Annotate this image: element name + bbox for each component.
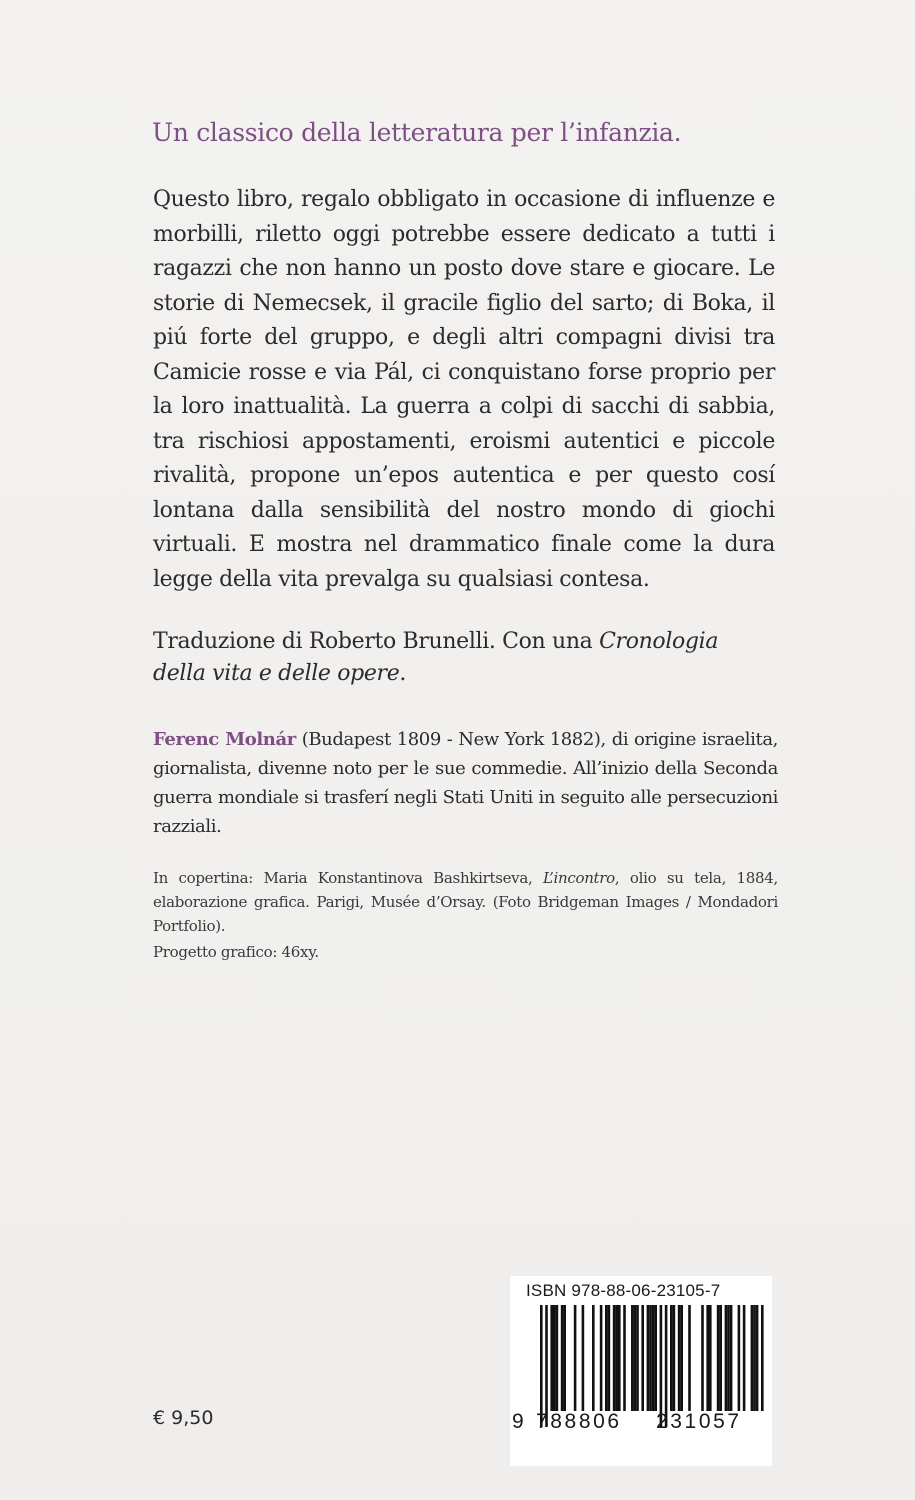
translation-end: .: [399, 661, 407, 686]
credits-prefix: In copertina: Maria Konstantinova Bashkirtseva,: [153, 869, 543, 887]
barcode-bar: [670, 1305, 673, 1411]
barcode-digit-first: 9: [512, 1410, 527, 1433]
barcode-bar: [756, 1305, 759, 1411]
barcode-bar: [730, 1305, 733, 1411]
barcode-bar: [673, 1305, 676, 1411]
barcode-bar: [665, 1305, 668, 1427]
barcode-bar: [647, 1305, 650, 1411]
barcode-bar: [725, 1305, 728, 1411]
author-name: Ferenc Molnár: [153, 729, 296, 750]
credits-artwork-title: L’incontro: [542, 869, 615, 887]
barcode-bar: [582, 1305, 585, 1411]
barcode-bar: [556, 1305, 559, 1411]
author-bio: [153, 725, 778, 841]
barcode-bar: [727, 1305, 730, 1411]
barcode-bar: [553, 1305, 556, 1411]
barcode-bar: [592, 1305, 595, 1411]
barcode-bar: [743, 1305, 746, 1411]
barcode-bar: [540, 1305, 543, 1427]
barcode-bar: [613, 1305, 616, 1411]
barcode-bar: [618, 1305, 621, 1411]
barcode-bar: [652, 1305, 655, 1411]
barcode-bar: [634, 1305, 637, 1411]
barcode-bar: [623, 1305, 626, 1411]
barcode-bar: [680, 1305, 683, 1411]
cover-credits: [153, 866, 778, 938]
barcode-bar: [709, 1305, 712, 1411]
barcode-bar: [654, 1305, 657, 1411]
barcode-bar: [688, 1305, 691, 1411]
translation-note: [153, 626, 775, 690]
price-label: € 9,50: [153, 1407, 214, 1429]
barcode-bar: [574, 1305, 577, 1411]
barcode-bar: [751, 1305, 754, 1411]
barcode-bar: [738, 1305, 741, 1411]
barcode-bar: [719, 1305, 722, 1411]
translation-italic: Cronologia della vita e delle opere: [153, 629, 719, 686]
barcode-bar: [649, 1305, 652, 1411]
barcode-bar: [600, 1305, 603, 1411]
barcode-bar: [701, 1305, 704, 1411]
barcode-bar: [561, 1305, 564, 1411]
tagline: Un classico della letteratura per l’infanzia.: [152, 118, 682, 147]
barcode-digits-right: 231057: [656, 1410, 742, 1433]
barcode-bar: [605, 1305, 608, 1411]
barcode-bar: [545, 1305, 548, 1427]
author-bio-text: (Budapest 1809 - New York 1882), di origine israelita, giornalista, divenne noto per le sue commedie. All’inizio della Seconda guerra mondiale si trasferí negli Stati Uniti in seguito alle persecuzioni razziali.: [153, 729, 778, 837]
credits-suffix: , olio su tela, 1884, elaborazione grafica. Parigi, Musée d’Orsay. (Foto Bridgeman Images / Mondadori Portfolio).: [153, 869, 778, 935]
barcode-bar: [717, 1305, 720, 1411]
barcode-bar: [615, 1305, 618, 1411]
barcode-bar: [678, 1305, 681, 1411]
barcode-bar: [761, 1305, 764, 1411]
barcode-bar: [753, 1305, 756, 1411]
barcode-bar: [608, 1305, 611, 1411]
barcode-bar: [706, 1305, 709, 1411]
barcode-bar: [636, 1305, 639, 1411]
isbn-label: ISBN 978-88-06-23105-7: [526, 1281, 721, 1300]
barcode-bar: [550, 1305, 553, 1411]
barcode-bar: [563, 1305, 566, 1411]
blurb-paragraph: Questo libro, regalo obbligato in occasione di influenze e morbilli, riletto oggi potrebbe essere dedicato a tutti i ragazzi che non hanno un posto dove stare e giocare. Le storie di Nemecsek, il gracile figlio del sarto; di Boka, il piú forte del gruppo, e degli altri compagni divisi tra Camicie rosse e via Pál, ci conquistano forse proprio per la loro inattualità. La guerra a colpi di sacchi di sabbia, tra rischiosi appostamenti, eroismi autentici e piccole rivalità, propone un’epos autentica e per questo cosí lontana dalla sensibilità del nostro mondo di giochi virtuali. E mostra nel drammatico finale come la dura legge della vita prevalga su qualsiasi contesa.: [153, 187, 775, 592]
barcode-bar: [660, 1305, 663, 1427]
barcode-bar: [641, 1305, 644, 1411]
graphic-design-credit: Progetto grafico: 46xy.: [153, 943, 319, 961]
translation-text: Traduzione di Roberto Brunelli. Con una: [153, 629, 600, 654]
barcode-digits-left: 788806: [536, 1410, 622, 1433]
barcode-bar: [631, 1305, 634, 1411]
